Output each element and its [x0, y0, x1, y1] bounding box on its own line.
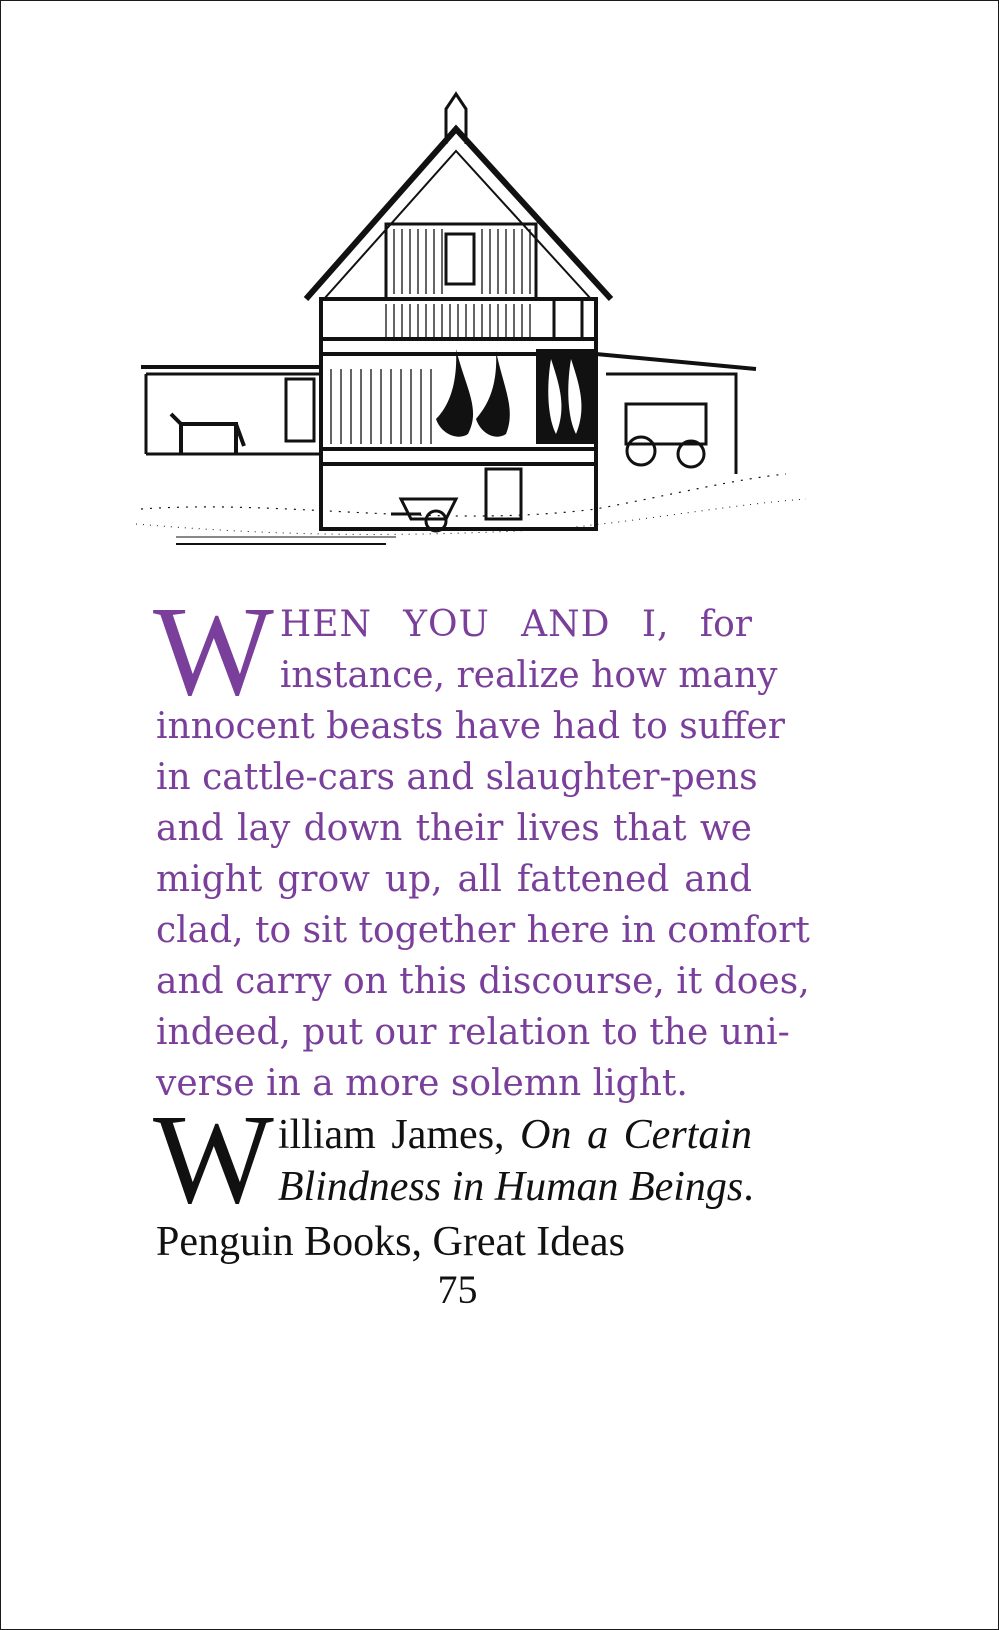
author-name: illiam James, — [277, 1112, 505, 1158]
attribution-dropcap: W — [153, 1088, 274, 1230]
attribution — [153, 1088, 754, 1230]
page-number: 75 — [437, 1267, 478, 1312]
quote-line: and carry on this discourse, it does, — [156, 961, 810, 1002]
page-number-row — [1, 1264, 998, 1316]
quote-line: verse in a more solemn light. — [156, 1063, 688, 1104]
quote-first-line-rest: for — [669, 604, 752, 645]
work-title-period: . — [743, 1164, 754, 1210]
quote-dropcap: W — [153, 580, 274, 722]
quote-smallcaps-lead: HEN YOU AND I, — [279, 604, 670, 645]
quote-line: indeed, put our relation to the uni- — [156, 1012, 790, 1053]
quote-line: in cattle-cars and slaughter-pens — [156, 757, 758, 798]
quote-line: might grow up, all fattened and — [156, 859, 752, 900]
quote-line: instance, realize how many — [279, 655, 778, 696]
farmhouse-illustration — [136, 89, 816, 579]
quote-line: and lay down their lives that we — [156, 808, 752, 849]
quote-line: innocent beasts have had to suffer — [156, 706, 785, 747]
work-title-part-2: Blindness in Human Beings — [277, 1164, 744, 1210]
work-title-part-1: On a Certain — [520, 1112, 752, 1158]
quote-line: clad, to sit together here in comfort — [156, 910, 810, 951]
quote-passage — [153, 580, 810, 1109]
publisher-line: Penguin Books, Great Ideas — [156, 1219, 625, 1265]
